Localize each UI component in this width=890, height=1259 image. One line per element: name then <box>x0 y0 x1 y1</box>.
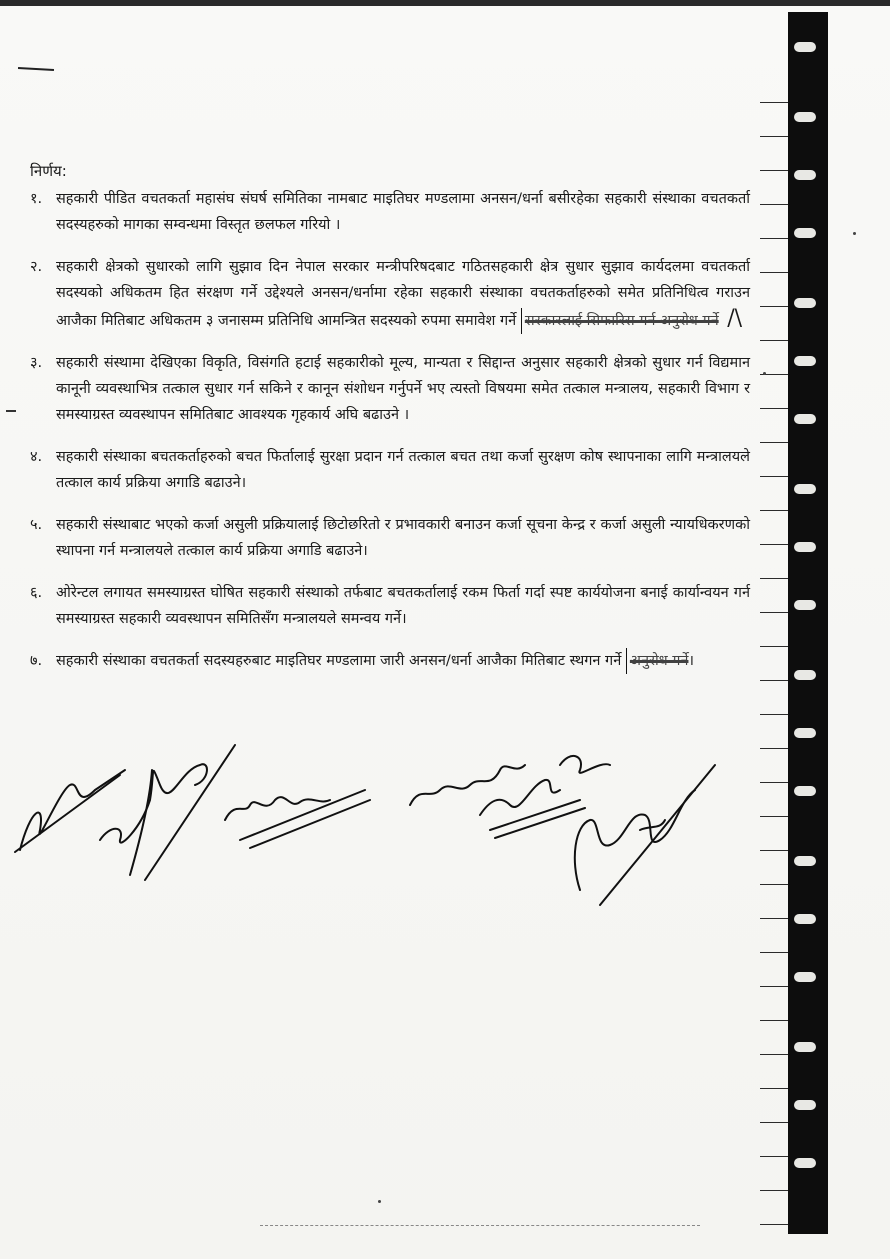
binder-tick <box>760 782 788 783</box>
pen-dash-mark <box>18 67 54 71</box>
item-number: ६. <box>30 585 43 601</box>
binder-hole <box>794 42 816 52</box>
signature-4 <box>410 756 610 838</box>
binder-hole <box>794 356 816 366</box>
binder-tick <box>760 340 788 341</box>
binder-tick <box>760 952 788 953</box>
binder-hole <box>794 1100 816 1110</box>
item-number: ३. <box>30 355 43 371</box>
decision-item-2 <box>30 254 750 334</box>
item-text: ओरेन्टल लगायत समस्याग्रस्त घोषित सहकारी संस्थाको तर्फबाट बचतकर्तालाई रकम फिर्ता गर्दा स्पष्ट कार्ययोजना बनाई कार्यान्वयन गर्न समस्याग्रस्त सहकारी व्यवस्थापन समितिसँग मन्त्रालयले समन्वय गर्ने। <box>56 585 750 627</box>
binder-tick <box>760 714 788 715</box>
binder-tick <box>760 680 788 681</box>
speck <box>853 232 856 235</box>
binder-tick <box>760 612 788 613</box>
binder-strip <box>788 12 828 1234</box>
binder-hole <box>794 670 816 680</box>
binder-hole <box>794 1158 816 1168</box>
binder-tick <box>760 1054 788 1055</box>
item-text-container <box>56 254 750 334</box>
signature-5 <box>575 765 715 905</box>
decision-item-7 <box>30 648 750 674</box>
item-number: ७. <box>30 653 43 669</box>
item-number: २. <box>30 259 43 275</box>
margin-dash-mark <box>6 410 16 412</box>
binder-hole <box>794 786 816 796</box>
signatures-area <box>0 730 760 930</box>
binder-tick <box>760 442 788 443</box>
struck-out-text: सरकारलाई सिफारिस गर्न अनुरोध गर्ने <box>521 308 719 334</box>
binder-hole <box>794 728 816 738</box>
binder-tick <box>760 272 788 273</box>
binder-hole <box>794 112 816 122</box>
signature-3 <box>225 790 370 848</box>
binder-hole <box>794 972 816 982</box>
item-text: सहकारी पीडित वचतकर्ता महासंघ संघर्ष समितिका नामबाट माइतिघर मण्डलामा अनसन/धर्ना बसीरहेका सहकारी संस्थाका वचतकर्ता सदस्यहरुको मागका सम्वन्धमा विस्तृत छलफल गरियो । <box>56 191 750 233</box>
binder-tick <box>760 850 788 851</box>
item-number: १. <box>30 191 43 207</box>
item-text-container <box>56 648 750 674</box>
binder-tick <box>760 884 788 885</box>
decision-document <box>30 158 750 690</box>
binder-tick <box>760 1190 788 1191</box>
binder-tick <box>760 1156 788 1157</box>
decision-item-5 <box>30 512 750 564</box>
binder-tick <box>760 1122 788 1123</box>
binder-hole <box>794 914 816 924</box>
binder-hole <box>794 228 816 238</box>
page-footer-line <box>260 1225 700 1227</box>
item-text: सहकारी क्षेत्रको सुधारको लागि सुझाव दिन नेपाल सरकार मन्त्रीपरिषदबाट गठितसहकारी क्षेत्र सुधार सुझाव कार्यदलमा वचतकर्ता सदस्यको अधिकतम हित संरक्षण गर्ने उद्देश्यले अनसन/धर्नामा रहेका सहकारी संस्थाका वचतकर्ताहरुको समेत प्रतिनिधित्व गराउन आजैका मितिबाट अधिकतम ३ जनासम्म प्रतिनिधि आमन्त्रित सदस्यको रुपमा समावेश गर्ने <box>56 259 750 329</box>
binder-hole <box>794 414 816 424</box>
binder-tick <box>760 986 788 987</box>
binder-tick <box>760 816 788 817</box>
speck <box>763 372 766 375</box>
struck-out-text: अनुरोध गर्ने <box>626 648 689 674</box>
item-number: ४. <box>30 449 43 465</box>
item-text: सहकारी संस्थाबाट भएको कर्जा असुली प्रक्रियालाई छिटोछरितो र प्रभावकारी बनाउन कर्जा सूचना केन्द्र र कर्जा असुली न्यायधिकरणको स्थापना गर्न मन्त्रालयले तत्काल कार्य प्रक्रिया अगाडि बढाउने। <box>56 517 750 559</box>
binder-tick <box>760 204 788 205</box>
binder-tick <box>760 646 788 647</box>
binder-hole <box>794 856 816 866</box>
binder-tick <box>760 408 788 409</box>
binder-hole <box>794 1042 816 1052</box>
decision-item-3 <box>30 350 750 428</box>
item-text: सहकारी संस्थामा देखिएका विकृति, विसंगति हटाई सहकारीको मूल्य, मान्यता र सिद्दान्त अनुसार सहकारी क्षेत्रको सुधार गर्न विद्यमान कानूनी व्यवस्थाभित्र तत्काल सुधार गर्न सकिने र कानून संशोधन गर्नुपर्ने भए त्यस्तो विषयमा समेत तत्काल मन्त्रालय, सहकारी विभाग र समस्याग्रस्त व्यवस्थापन समितिबाट आवश्यक गृहकार्य अघि बढाउने । <box>56 355 750 423</box>
decision-item-4 <box>30 444 750 496</box>
decision-item-1 <box>30 186 750 238</box>
binder-tick <box>760 102 788 103</box>
page-top-edge <box>0 0 890 6</box>
binder-tick <box>760 238 788 239</box>
binder-tick <box>760 748 788 749</box>
item-text: सहकारी संस्थाका वचतकर्ता सदस्यहरुबाट माइतिघर मण्डलामा जारी अनसन/धर्ना आजैका मितिबाट स्थगन गर्ने <box>56 653 622 669</box>
binder-tick <box>760 306 788 307</box>
item-tail: । <box>688 653 694 669</box>
binder-tick <box>760 1020 788 1021</box>
signature-2 <box>100 745 235 880</box>
item-number: ५. <box>30 517 43 533</box>
binder-tick <box>760 1224 788 1225</box>
binder-tick <box>760 918 788 919</box>
handwritten-mark: /\ <box>727 306 743 331</box>
decision-heading: निर्णय: <box>30 162 67 180</box>
speck <box>378 1200 381 1203</box>
binder-tick <box>760 170 788 171</box>
binder-hole <box>794 298 816 308</box>
item-text: सहकारी संस्थाका बचतकर्ताहरुको बचत फिर्तालाई सुरक्षा प्रदान गर्न तत्काल बचत तथा कर्जा सुरक्षण कोष स्थापनाका लागि मन्त्रालयले तत्काल कार्य प्रक्रिया अगाडि बढाउने। <box>56 449 750 491</box>
binder-tick <box>760 544 788 545</box>
signature-1 <box>15 770 125 852</box>
binder-tick <box>760 578 788 579</box>
binder-hole <box>794 542 816 552</box>
decision-item-6 <box>30 580 750 632</box>
binder-hole <box>794 484 816 494</box>
binder-hole <box>794 600 816 610</box>
binder-tick <box>760 510 788 511</box>
binder-tick <box>760 136 788 137</box>
binder-hole <box>794 170 816 180</box>
binder-tick <box>760 476 788 477</box>
binder-tick <box>760 1088 788 1089</box>
